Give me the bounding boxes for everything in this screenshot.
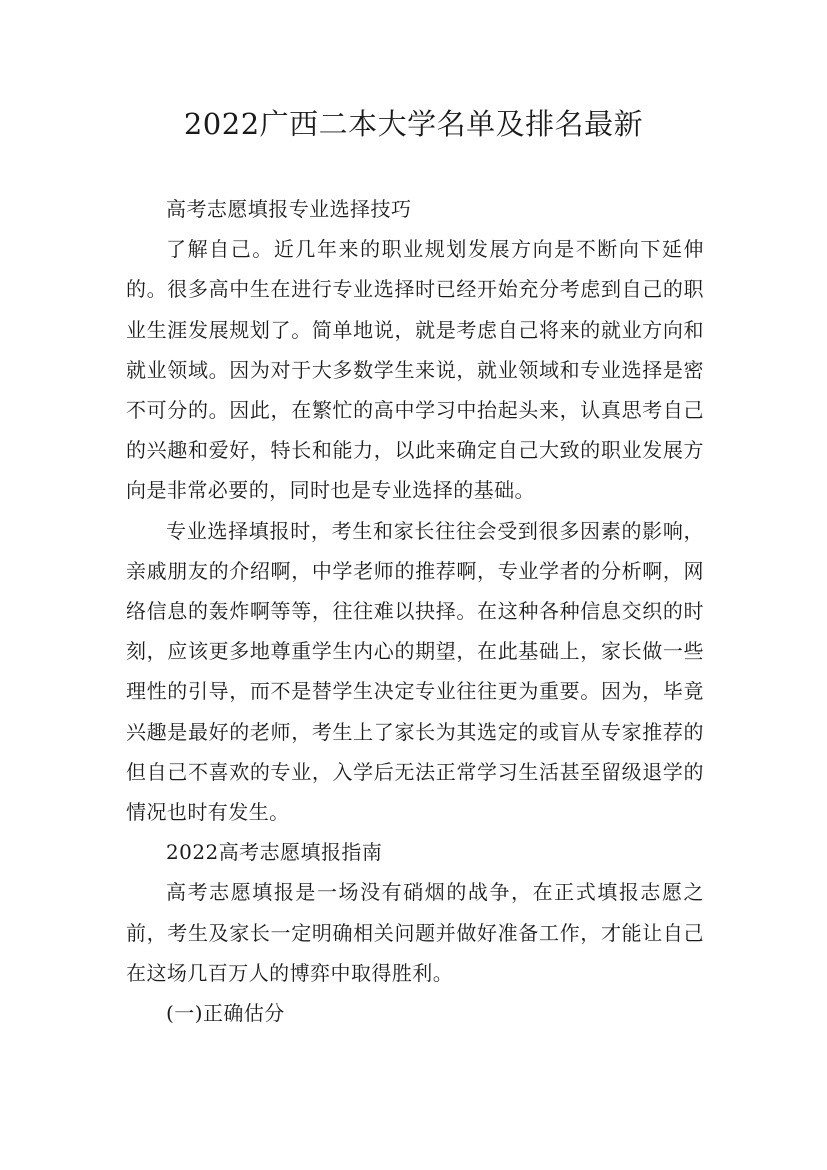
document-body — [126, 189, 704, 1033]
document-title: 2022广西二本大学名单及排名最新 — [183, 107, 644, 141]
subheading-correct-score-estimation: (一)正确估分 — [166, 1001, 285, 1026]
paragraph-influencing-factors: 专业选择填报时，考生和家长往往会受到很多因素的影响，亲戚朋友的介绍啊，中学老师的推荐啊，专业学者的分析啊，网络信息的轰炸啊等等，往往难以抉择。在这种各种信息交织的时刻，应该更多地尊重学生内心的期望，在此基础上，家长做一些理性的引导，而不是替学生决定专业往往更为重要。因为，毕竟兴趣是最好的老师，考生上了家长为其选定的或盲从专家推荐的但自己不喜欢的专业，入学后无法正常学习生活甚至留级退学的情况也时有发生。 — [126, 518, 704, 825]
section-heading-application-guide: 2022高考志愿填报指南 — [166, 840, 383, 865]
paragraph-application-preparation: 高考志愿填报是一场没有硝烟的战争，在正式填报志愿之前，考生及家长一定明确相关问题并做好准备工作，才能让自己在这场几百万人的博弈中取得胜利。 — [126, 880, 704, 985]
section-heading-major-selection-tips: 高考志愿填报专业选择技巧 — [166, 197, 412, 221]
paragraph-know-yourself: 了解自己。近几年来的职业规划发展方向是不断向下延伸的。很多高中生在进行专业选择时已经开始充分考虑到自己的职业生涯发展规划了。简单地说，就是考虑自己将来的就业方向和就业领域。因为对于大多数学生来说，就业领域和专业选择是密不可分的。因此，在繁忙的高中学习中抬起头来，认真思考自己的兴趣和爱好，特长和能力，以此来确定自己大致的职业发展方向是非常必要的，同时也是专业选择的基础。 — [126, 237, 704, 503]
